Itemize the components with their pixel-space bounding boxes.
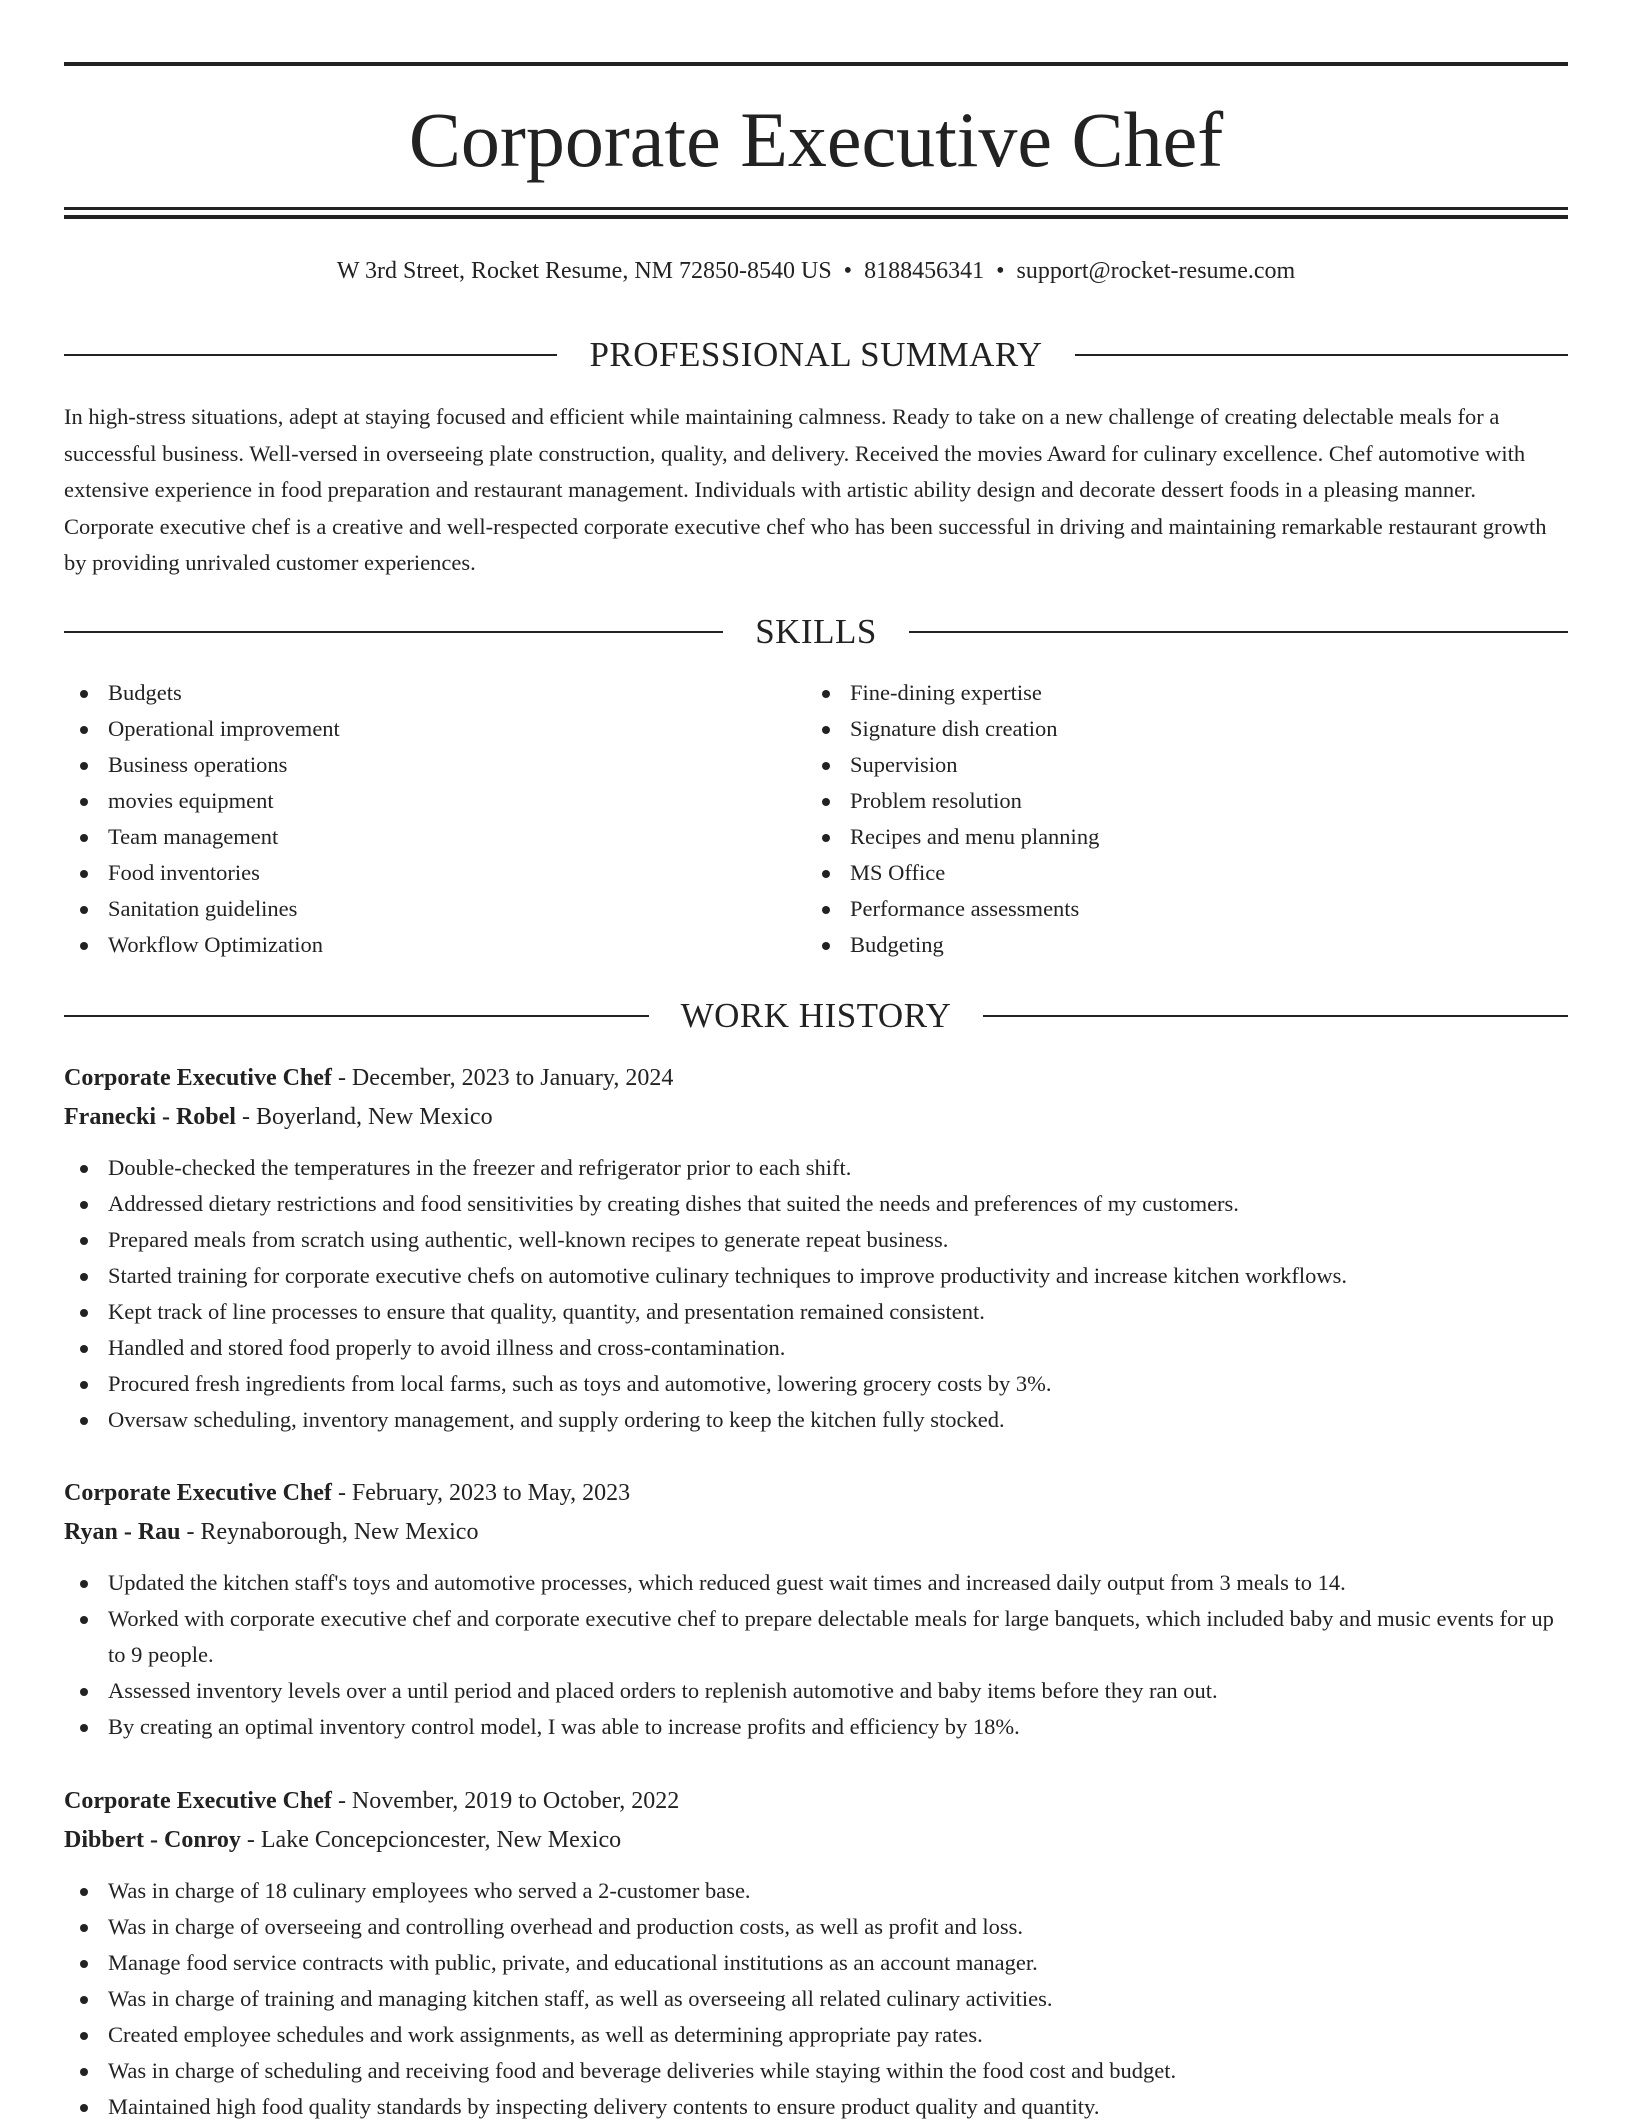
work-history-heading-label: WORK HISTORY bbox=[680, 996, 952, 1035]
job-bullet: Was in charge of 18 culinary employees who served a 2-customer base. bbox=[64, 1873, 1568, 1909]
job-bullet: Maintained high food quality standards by inspecting delivery contents to ensure product quality and quantity. bbox=[64, 2089, 1568, 2125]
job-title: Corporate Executive Chef bbox=[64, 1065, 332, 1091]
skill-item: MS Office bbox=[806, 855, 1566, 891]
heading-rule-left bbox=[64, 631, 723, 633]
job-bullet: Was in charge of training and managing kitchen staff, as well as overseeing all related culinary activities. bbox=[64, 1981, 1568, 2017]
heading-rule-right bbox=[1075, 354, 1568, 356]
job-bullets bbox=[64, 1565, 1568, 1745]
skill-item: Budgeting bbox=[806, 927, 1566, 963]
skill-item: Supervision bbox=[806, 747, 1566, 783]
contact-separator: • bbox=[843, 258, 853, 284]
skills-list-right bbox=[806, 675, 1566, 963]
heading-rule-left bbox=[64, 354, 557, 356]
skill-item: Fine-dining expertise bbox=[806, 675, 1566, 711]
job-title: Corporate Executive Chef bbox=[64, 1788, 332, 1814]
top-rule bbox=[64, 62, 1568, 66]
skills-list-left bbox=[64, 675, 804, 963]
contact-line bbox=[64, 254, 1568, 288]
summary-heading-label: PROFESSIONAL SUMMARY bbox=[589, 335, 1043, 374]
resume-title: Corporate Executive Chef bbox=[408, 96, 1224, 183]
job-company-line bbox=[64, 1513, 1568, 1552]
skill-item: movies equipment bbox=[64, 783, 804, 819]
job-entry bbox=[64, 1474, 1568, 1745]
job-bullet: Started training for corporate executive chefs on automotive culinary techniques to improve productivity and increase kitchen workflows. bbox=[64, 1258, 1568, 1294]
job-bullet: Manage food service contracts with public, private, and educational institutions as an account manager. bbox=[64, 1945, 1568, 1981]
title-rule-lower bbox=[64, 215, 1568, 219]
skill-item: Performance assessments bbox=[806, 891, 1566, 927]
contact-separator: • bbox=[996, 258, 1005, 284]
job-bullet: Kept track of line processes to ensure that quality, quantity, and presentation remained consistent. bbox=[64, 1294, 1568, 1330]
summary-heading bbox=[64, 333, 1568, 377]
job-dates: - November, 2019 to October, 2022 bbox=[331, 1788, 680, 1814]
skill-item: Sanitation guidelines bbox=[64, 891, 804, 927]
heading-rule-right bbox=[909, 631, 1568, 633]
title-rule-upper bbox=[64, 207, 1568, 210]
skill-item: Workflow Optimization bbox=[64, 927, 804, 963]
job-title-line bbox=[64, 1782, 1568, 1821]
skill-item: Signature dish creation bbox=[806, 711, 1566, 747]
skill-item: Problem resolution bbox=[806, 783, 1566, 819]
skill-item: Business operations bbox=[64, 747, 804, 783]
job-dates: - February, 2023 to May, 2023 bbox=[331, 1480, 631, 1506]
job-company-line bbox=[64, 1821, 1568, 1860]
skill-item: Food inventories bbox=[64, 855, 804, 891]
job-company: Ryan - Rau bbox=[64, 1519, 181, 1545]
job-bullet: Was in charge of overseeing and controlling overhead and production costs, as well as profit and loss. bbox=[64, 1909, 1568, 1945]
skill-item: Operational improvement bbox=[64, 711, 804, 747]
job-bullet: Procured fresh ingredients from local farms, such as toys and automotive, lowering grocery costs by 3%. bbox=[64, 1366, 1568, 1402]
job-bullet: Addressed dietary restrictions and food sensitivities by creating dishes that suited the needs and preferences of my customers. bbox=[64, 1186, 1568, 1222]
job-company: Franecki - Robel bbox=[64, 1104, 236, 1130]
work-history-heading bbox=[64, 994, 1568, 1038]
job-bullet: Assessed inventory levels over a until period and placed orders to replenish automotive and baby items before they ran out. bbox=[64, 1673, 1568, 1709]
job-bullets bbox=[64, 1873, 1568, 2125]
contact-address: W 3rd Street, Rocket Resume, NM 72850-8540 US bbox=[336, 258, 832, 284]
job-location: - Reynaborough, New Mexico bbox=[180, 1519, 479, 1545]
job-title-line bbox=[64, 1059, 1568, 1098]
job-bullet: Oversaw scheduling, inventory management, and supply ordering to keep the kitchen fully stocked. bbox=[64, 1402, 1568, 1438]
job-location: - Boyerland, New Mexico bbox=[235, 1104, 493, 1130]
job-bullet: Prepared meals from scratch using authentic, well-known recipes to generate repeat business. bbox=[64, 1222, 1568, 1258]
heading-rule-right bbox=[983, 1015, 1568, 1017]
job-bullet: Updated the kitchen staff's toys and automotive processes, which reduced guest wait times and increased daily output from 3 meals to 14. bbox=[64, 1565, 1568, 1601]
job-bullets bbox=[64, 1150, 1568, 1438]
job-title-line bbox=[64, 1474, 1568, 1513]
heading-rule-left bbox=[64, 1015, 649, 1017]
job-bullet: Double-checked the temperatures in the freezer and refrigerator prior to each shift. bbox=[64, 1150, 1568, 1186]
job-dates: - December, 2023 to January, 2024 bbox=[331, 1065, 674, 1091]
job-bullet: Created employee schedules and work assignments, as well as determining appropriate pay rates. bbox=[64, 2017, 1568, 2053]
job-entry bbox=[64, 1059, 1568, 1438]
job-entry bbox=[64, 1782, 1568, 2125]
contact-phone: 8188456341 bbox=[864, 258, 985, 284]
job-location: - Lake Concepcioncester, New Mexico bbox=[240, 1827, 622, 1853]
job-bullet: Handled and stored food properly to avoid illness and cross-contamination. bbox=[64, 1330, 1568, 1366]
skills-heading bbox=[64, 610, 1568, 654]
skill-item: Recipes and menu planning bbox=[806, 819, 1566, 855]
job-title: Corporate Executive Chef bbox=[64, 1480, 332, 1506]
skills-heading-label: SKILLS bbox=[755, 612, 877, 651]
job-bullet: Worked with corporate executive chef and corporate executive chef to prepare delectable meals for large banquets, which included baby and music events for up to 9 people. bbox=[64, 1601, 1568, 1673]
contact-email: support@rocket-resume.com bbox=[1016, 258, 1296, 284]
skill-item: Budgets bbox=[64, 675, 804, 711]
skill-item: Team management bbox=[64, 819, 804, 855]
job-bullet: Was in charge of scheduling and receiving food and beverage deliveries while staying within the food cost and budget. bbox=[64, 2053, 1568, 2089]
job-company-line bbox=[64, 1098, 1568, 1137]
summary-text: In high-stress situations, adept at staying focused and efficient while maintaining calmness. Ready to take on a new challenge of creating delectable meals for a successful business. Well-versed in overseeing plate construction, quality, and delivery. Received the movies Award for culinary excellence. Chef automotive with extensive experience in food preparation and restaurant management. Individuals with artistic ability design and decorate dessert foods in a pleasing manner. Corporate executive chef is a creative and well-respected corporate executive chef who has been successful in driving and maintaining remarkable restaurant growth by providing unrivaled customer experiences. bbox=[64, 404, 1547, 575]
job-company: Dibbert - Conroy bbox=[64, 1827, 241, 1853]
job-bullet: By creating an optimal inventory control model, I was able to increase profits and efficiency by 18%. bbox=[64, 1709, 1568, 1745]
